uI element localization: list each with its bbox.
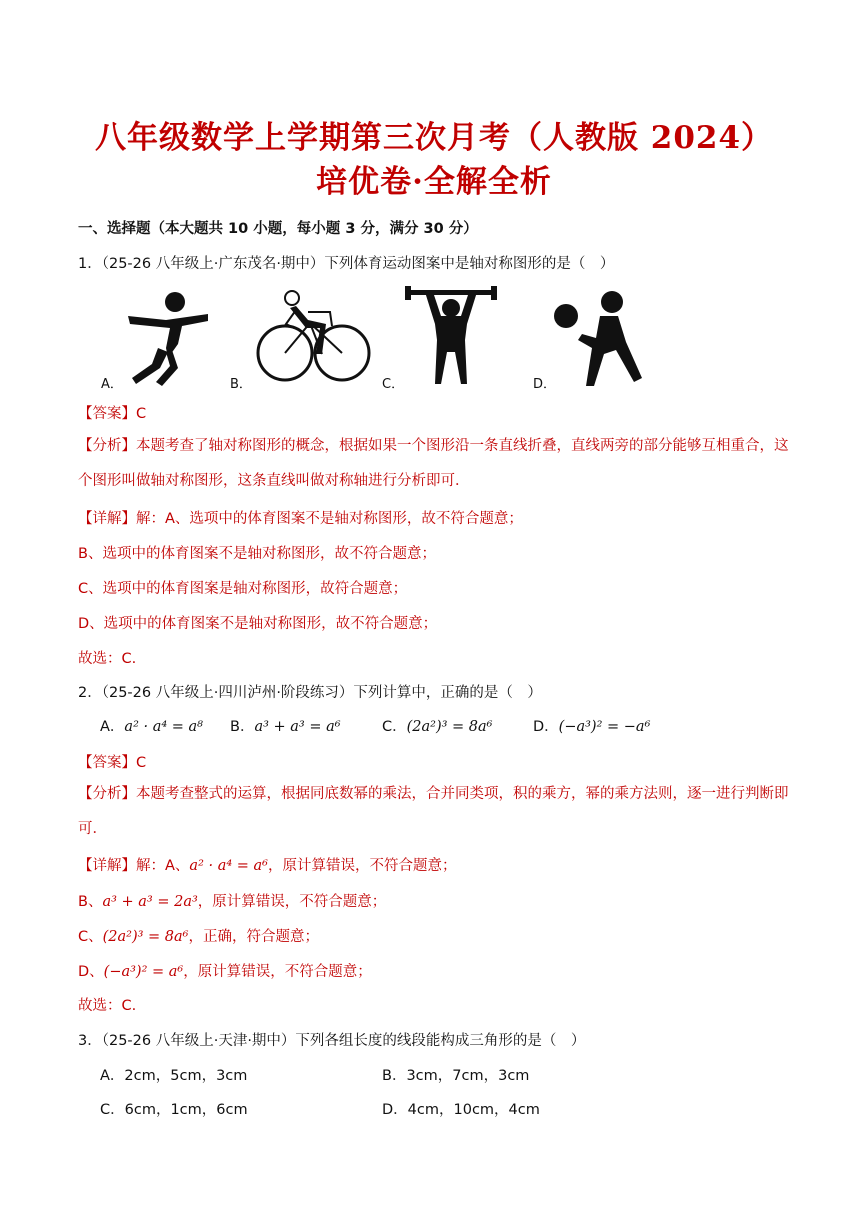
q2-analysis-text: 本题考查整式的运算，根据同底数幂的乘法，合并同类项，积的乘方，幂的乘方法则，逐一进行判断即可． — [78, 786, 789, 837]
q1-detail-d: D、选项中的体育图案不是轴对称图形，故不符合题意； — [78, 616, 438, 632]
q2-conclusion: 故选：C. — [78, 998, 137, 1014]
q1-detail-b: B、选项中的体育图案不是轴对称图形，故不符合题意； — [78, 546, 436, 562]
q2-detail-c-prefix: C、 — [78, 929, 103, 945]
q1-answer: 【答案】C — [78, 406, 147, 422]
section-heading: 一、选择题（本大题共 10 小题，每小题 3 分，满分 30 分） — [78, 221, 478, 237]
volleyball-icon — [552, 288, 648, 388]
q2-detail-c-suffix: ，正确，符合题意； — [188, 929, 319, 945]
option-d-label: D． — [533, 377, 557, 392]
q2-option-d-label: D． — [533, 719, 559, 735]
weightlifter-icon — [403, 278, 499, 388]
q2-detail-d-prefix: D、 — [78, 964, 104, 980]
document-title: 八年级数学上学期第三次月考（人教版 2024） — [94, 120, 774, 156]
q2-option-b-expr: a³ + a³ = a⁶ — [254, 719, 341, 735]
option-b-label: B． — [230, 377, 252, 392]
q2-option-c-label: C． — [382, 719, 407, 735]
q2-detail-d — [78, 960, 372, 981]
option-a-label: A． — [101, 377, 123, 392]
q2-detail-a-prefix: 解：A、 — [136, 858, 190, 874]
q1-analysis-text: 本题考查了轴对称图形的概念，根据如果一个图形沿一条直线折叠，直线两旁的部分能够互相重合，这个图形叫做轴对称图形，这条直线叫做对称轴进行分析即可． — [78, 438, 789, 489]
q3-option-d: D．4cm，10cm，4cm — [382, 1102, 540, 1118]
question-1-stem: 1．（25-26 八年级上·广东茂名·期中）下列体育运动图案中是轴对称图形的是（ ） — [78, 256, 615, 272]
q2-detail-a-expr: a² · a⁴ = a⁶ — [189, 858, 268, 874]
document-subtitle: 培优卷·全解全析 — [316, 164, 552, 200]
q2-option-c-expr: (2a²)³ = 8a⁶ — [406, 719, 493, 735]
q2-option-b-label: B． — [230, 719, 255, 735]
q2-detail-b-prefix: B、 — [78, 894, 103, 910]
detail-tag: 【详解】 — [78, 511, 136, 527]
analysis-tag: 【分析】 — [78, 786, 136, 802]
q2-option-a-label: A． — [100, 719, 125, 735]
q1-detail-c: C、选项中的体育图案是轴对称图形，故符合题意； — [78, 581, 408, 597]
q2-option-c — [382, 715, 493, 736]
q2-detail-a — [78, 854, 457, 875]
q2-detail-c-expr: (2a²)³ = 8a⁶ — [102, 929, 189, 945]
q3-option-c: C．6cm，1cm，6cm — [100, 1102, 248, 1118]
q2-detail-b-expr: a³ + a³ = 2a³ — [102, 894, 198, 910]
q2-option-d — [533, 715, 650, 736]
q2-detail-d-suffix: ，原计算错误，不符合题意； — [183, 964, 372, 980]
detail-tag: 【详解】 — [78, 858, 136, 874]
question-3-stem: 3．（25-26 八年级上·天津·期中）下列各组长度的线段能构成三角形的是（ ） — [78, 1033, 586, 1049]
q2-detail-b-suffix: ，原计算错误，不符合题意； — [197, 894, 387, 910]
runner-icon — [120, 288, 215, 388]
q2-analysis — [78, 777, 794, 847]
q1-analysis — [78, 429, 794, 499]
cyclist-icon — [250, 288, 372, 388]
q2-answer: 【答案】C — [78, 755, 147, 771]
q1-detail-a-text: 解：A、选项中的体育图案不是轴对称图形，故不符合题意； — [136, 511, 523, 527]
q2-option-b — [230, 715, 341, 736]
q3-option-a: A．2cm，5cm，3cm — [100, 1068, 248, 1084]
q2-option-a-expr: a² · a⁴ = a⁸ — [124, 719, 203, 735]
q2-detail-b — [78, 890, 386, 911]
q2-detail-c — [78, 925, 319, 946]
q2-option-d-expr: (−a³)² = −a⁶ — [558, 719, 651, 735]
option-c-label: C． — [382, 377, 405, 392]
question-2-stem: 2．（25-26 八年级上·四川泸州·阶段练习）下列计算中，正确的是（ ） — [78, 685, 542, 701]
q1-conclusion: 故选：C. — [78, 651, 137, 667]
q2-detail-a-suffix: ，原计算错误，不符合题意； — [268, 858, 457, 874]
analysis-tag: 【分析】 — [78, 438, 136, 454]
q2-detail-d-expr: (−a³)² = a⁶ — [103, 964, 184, 980]
q1-detail-a — [78, 507, 523, 528]
q3-option-b: B．3cm，7cm，3cm — [382, 1068, 530, 1084]
q2-option-a — [100, 715, 203, 736]
